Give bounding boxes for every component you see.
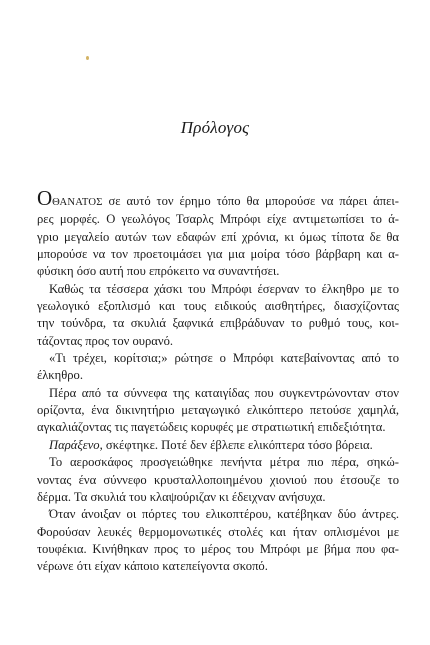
text-line: Φορούσαν λευκές θερμομονωτικές στολές και ήταν οπλισμένοι με xyxy=(37,524,399,539)
text-line: Καθώς τα τέσσερα χάσκι του Μπρόφι έσερναν το έλκηθρο με το xyxy=(49,281,399,296)
body-text xyxy=(37,186,399,576)
text-line: νέρωνε ότι είχαν κάποιο κατεπείγοντα σκοπό. xyxy=(37,559,268,574)
drop-cap: Ο xyxy=(37,186,53,210)
text-line: ορίζοντα, ένα δικινητήριο μεταγωγικό ελικόπτερο πετούσε χαμηλά, xyxy=(37,403,399,418)
text-line: δέρμα. Τα σκυλιά του κλαψούριζαν κι έδειχναν ανήσυχα. xyxy=(37,489,326,504)
chapter-title: Πρόλογος xyxy=(180,118,250,137)
text-line: «Τι τρέχει, κορίτσια;» ρώτησε ο Μπρόφι κατεβαίνοντας από το xyxy=(49,351,399,366)
text-line: Όταν άνοιξαν οι πόρτες του ελικοπτέρου, κατέβηκαν δύο άντρες. xyxy=(49,507,399,522)
text-line: γεωλογικό εξοπλισμό και τους ειδικούς αισθητήρες, διασχίζοντας xyxy=(37,299,399,314)
text-line: φύσικη όσο αυτή που επρόκειτο να συναντήσει. xyxy=(37,264,280,279)
text-line: μπορούσε να τον προετοιμάσει για μια μοίρα τόσο βάρβαρη και α- xyxy=(37,247,399,262)
text-line: έλκηθρο. xyxy=(37,368,83,383)
text-line: ρες μορφές. Ο γεωλόγος Τσαρλς Μπρόφι είχε αντιμετωπίσει το ά- xyxy=(37,212,399,227)
first-line-text: σε αυτό τον έρημο τόπο θα μπορούσε να πάρει άπει- xyxy=(102,194,399,208)
lead-word: ΘΑΝΑΤΟΣ xyxy=(52,197,103,208)
text-line: Πέρα από τα σύννεφα της καταιγίδας που συγκεντρώνονταν στον xyxy=(49,385,399,400)
text-line: νοντας ένα σύννεφο κρυσταλλοποιημένου χιονιού που έτσουζε το xyxy=(37,472,399,487)
text-line: τουφέκια. Κινήθηκαν προς το μέρος του Μπρόφι με βήμα που φα- xyxy=(37,541,399,556)
text-line xyxy=(37,437,399,454)
text-line: αγκαλιάζοντας τις παγετώδεις κορυφές με στρατιωτική επιδεξιότητα. xyxy=(37,420,386,435)
text-line: Το αεροσκάφος προσγειώθηκε πενήντα μέτρα πιο πέρα, σηκώ- xyxy=(49,455,399,470)
italic-word: Παράξενο, xyxy=(49,437,103,452)
text-line: γριο μεγαλείο αυτών των εδαφών επί χρόνια, κι όμως τίποτα δε θα xyxy=(37,229,399,244)
text-line xyxy=(37,186,399,211)
text-line: τάζοντας προς τον ουρανό. xyxy=(37,333,174,348)
line-rest: σκέφτηκε. Ποτέ δεν έβλεπε ελικόπτερα τόσο βόρεια. xyxy=(102,437,373,452)
paper-speck xyxy=(86,56,89,60)
text-line: την τούνδρα, τα σκυλιά ξαφνικά επιβράδυναν το ρυθμό τους, κοι- xyxy=(37,316,399,331)
